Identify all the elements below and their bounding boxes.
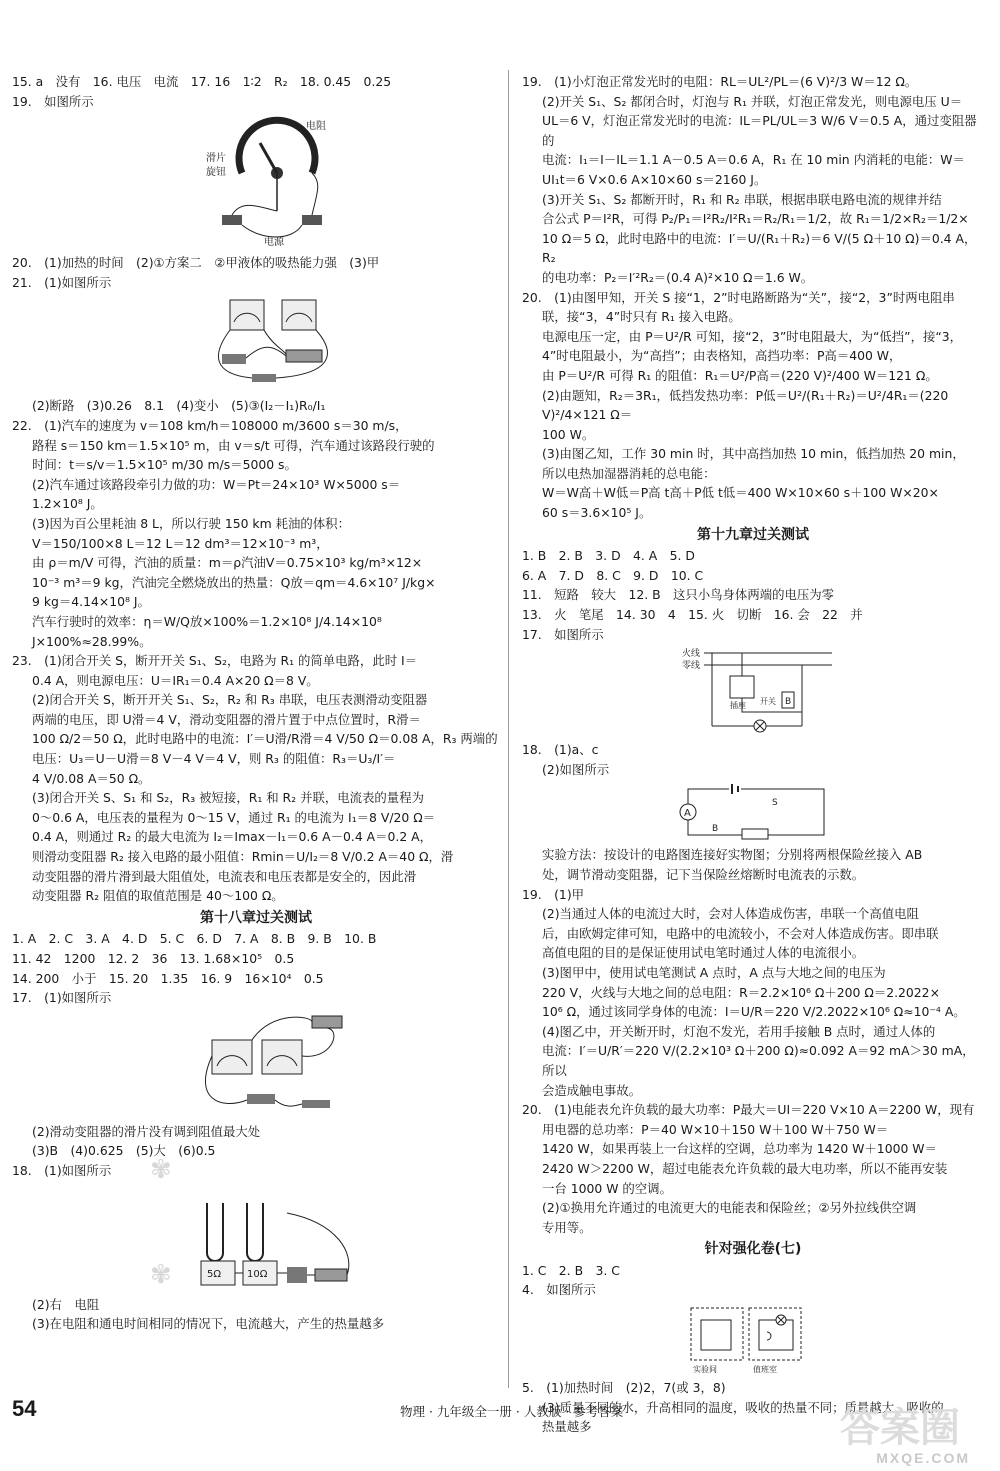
answer-line: 220 V，火线与大地之间的总电阻：R＝2.2×10⁶ Ω＋200 Ω＝2.2022× [542, 984, 940, 1000]
watermark-stamp: ✾ [150, 1260, 172, 1290]
answer-line: 0～0.6 A，电压表的量程为 0～15 V，通过 R₁ 的电流为 I₁＝8 V/20 Ω＝ [32, 809, 436, 825]
watermark-url: MXQE.COM [876, 1450, 970, 1466]
answer-line: UI₁t＝6 V×0.6 A×10×60 s＝2160 J。 [542, 171, 767, 187]
answer-line: 1. B 2. B 3. D 4. A 5. D [522, 548, 695, 564]
answer-line: 后，由欧姆定律可知，电路中的电流较小，不会对人体造成伤害。即串联 [542, 925, 939, 941]
figure-4-room-circuit [687, 1302, 807, 1376]
answer-line: 动变阻器的滑片滑到最大阻值处，电流表和电压表都是安全的，因此滑 [32, 868, 417, 884]
figure-label: 零线 [682, 661, 701, 672]
answer-line: 11. 42 1200 12. 2 36 13. 1.68×10⁵ 0.5 [12, 951, 295, 966]
figure-17-household-circuit [682, 646, 832, 738]
answer-line: 20. (1)加热的时间 (2)①方案二 ②甲液体的吸热能力强 (3)甲 [12, 255, 380, 271]
answer-line: 15. a 没有 16. 电压 电流 17. 16 1∶2 R₂ 18. 0.45 0.25 [12, 74, 392, 89]
answer-line: 1.2×10⁸ J。 [32, 496, 103, 512]
answer-line: 10 Ω＝5 Ω，此时电路中的电流：I′＝U/(R₁＋R₂)＝6 V/(5 Ω＋10 Ω)＝0.4 A，R₂ [542, 230, 977, 266]
answer-line: 19. (1)小灯泡正常发光时的电阻：RL＝UL²/PL＝(6 V)²/3 W＝12 Ω。 [522, 74, 918, 89]
section-heading-ch18: 第十八章过关测试 [200, 909, 312, 926]
answer-line: (2)如图所示 [542, 761, 610, 777]
answer-line: 10⁻³ m³＝9 kg，汽油完全燃烧放出的热量：Q放＝qm＝4.6×10⁷ J/kg× [32, 574, 436, 590]
answer-line: 10⁶ Ω，通过该同学身体的电流：I＝U/R＝220 V/2.2022×10⁶ Ω≈10⁻⁴ A。 [542, 1004, 966, 1020]
answer-line: 电源电压一定，由 P＝U²/R 可知，接“2，3”时电阻最大，为“低挡”，接“3， [542, 328, 963, 344]
answer-line: 两端的电压，即 U滑＝4 V，滑动变阻器的滑片置于中点位置时，R滑＝ [32, 711, 421, 727]
figure-label: 滑片 [206, 153, 226, 165]
figure-label: 电源 [264, 237, 284, 249]
answer-line: 电流：I′＝U/R′＝220 V/(2.2×10³ Ω＋200 Ω)≈0.092 A＝92 mA＞30 mA，所以 [542, 1043, 975, 1078]
answer-line: (3)图甲中，使用试电笔测试 A 点时，A 点与大地之间的电压为 [542, 964, 886, 980]
figure-label: S [772, 798, 778, 809]
answer-line: 合公式 P＝I²R，可得 P₂/P₁＝I²R₂/I²R₁＝R₂/R₁＝1/2，故 R₁＝1/2×R₂＝1/2× [542, 211, 969, 227]
section-heading-strengthen-7: 针对强化卷(七) [704, 1241, 802, 1258]
answer-line: 热量越多 [542, 1419, 592, 1435]
answer-line: 则滑动变阻器 R₂ 接入电路的最小阻值：Rmin＝U/I₂＝8 V/0.2 A＝40 Ω，滑 [32, 849, 454, 865]
rheostat-circuit-diagram [202, 113, 352, 251]
answer-line: 60 s＝3.6×10⁵ J。 [542, 505, 652, 521]
answer-line: 19. 如图所示 [12, 93, 94, 109]
room-wiring-diagram [687, 1302, 807, 1376]
experiment-circuit-diagram [192, 1010, 352, 1120]
figure-label: 火线 [682, 649, 701, 660]
answer-line: 18. (1)如图所示 [12, 1162, 112, 1178]
answer-line: 19. (1)甲 [522, 886, 585, 902]
answer-line: 电压：U₃＝U－U滑＝8 V－4 V＝4 V，则 R₃ 的阻值：R₃＝U₃/I′＝ [32, 751, 396, 767]
answer-line: 20. (1)由图甲知，开关 S 接“1，2”时电路断路为“关”，接“2，3”时两电阻串 [522, 289, 955, 305]
figure-label: B [785, 697, 792, 708]
answer-line: 1420 W，如果再装上一台这样的空调，总功率为 1420 W＋1000 W＝ [542, 1141, 937, 1157]
answer-line: 21. (1)如图所示 [12, 274, 112, 290]
answer-line: 13. 火 笔尾 14. 30 4 15. 火 切断 16. 会 22 并 [522, 607, 863, 623]
figure-label: 电阻 [306, 121, 326, 133]
figure-label: 值班室 [753, 1365, 777, 1375]
answer-line: 动变阻器 R₂ 阻值的取值范围是 40～100 Ω。 [32, 888, 284, 904]
answer-line: 22. (1)汽车的速度为 v＝108 km/h＝108000 m/3600 s＝30 m/s， [12, 417, 408, 433]
answer-line: (3)开关 S₁、S₂ 都断开时，R₁ 和 R₂ 串联，根据串联电路电流的规律并结 [542, 191, 942, 207]
answer-line: 的电功率：P₂＝I′²R₂＝(0.4 A)²×10 Ω＝1.6 W。 [542, 269, 814, 285]
right-column [522, 72, 984, 1437]
fuse-test-circuit-diagram [672, 781, 832, 843]
answer-line: 处，调节滑动变阻器，记下当保险丝熔断时电流表的示数。 [542, 867, 865, 882]
answer-line: 1. A 2. C 3. A 4. D 5. C 6. D 7. A 8. B 9. B 10. B [12, 931, 377, 947]
book-title: 物理 · 九年级全一册 · 人教版 · 参考答案 [400, 1404, 624, 1419]
left-column [12, 72, 500, 1334]
figure-label: A [684, 808, 691, 820]
answer-line: (2)汽车通过该路段牵引力做的功：W＝Pt＝24×10³ W×5000 s＝ [32, 476, 401, 492]
answer-line: 4”时电阻最小，为“高挡”；由表格知，高挡功率：P高＝400 W， [542, 348, 902, 364]
answer-line: 0.4 A，则通过 R₂ 的最大电流为 I₂＝Imax－I₁＝0.6 A－0.4 A＝0.2 A， [32, 829, 433, 845]
answer-line: (3)因为百公里耗油 8 L，所以行驶 150 km 耗油的体积： [32, 515, 350, 531]
answer-line: (2)开关 S₁、S₂ 都闭合时，灯泡与 R₁ 并联，灯泡正常发光，则电源电压 U＝ [542, 93, 963, 109]
answer-line: W＝W高＋W低＝P高 t高＋P低 t低＝400 W×10×60 s＋100 W×20× [542, 485, 939, 501]
section-heading-ch19: 第十九章过关测试 [697, 526, 809, 543]
answer-line: 100 Ω/2＝50 Ω，此时电路中的电流：I′＝U滑/R滑＝4 V/50 Ω＝0.08 A，R₃ 两端的 [32, 731, 498, 747]
answer-line: 100 W。 [542, 426, 595, 442]
answer-line: (3)闭合开关 S、S₁ 和 S₂，R₃ 被短接，R₁ 和 R₂ 并联，电流表的量程为 [32, 790, 424, 806]
figure-label: 旋钮 [206, 167, 226, 179]
figure-label: 5Ω [207, 1268, 222, 1280]
page-number: 54 [12, 1396, 37, 1421]
answer-line: 由 ρ＝m/V 可得，汽油的质量：m＝ρ汽油V＝0.75×10³ kg/m³×12× [32, 555, 423, 571]
answer-line: 会造成触电事故。 [542, 1082, 642, 1098]
answer-line: (2)①换用允许通过的电流更大的电能表和保险丝；②另外拉线供空调 [542, 1200, 917, 1216]
figure-19-rheostat [202, 113, 352, 251]
answer-line: (3)由图乙知，工作 30 min 时，其中高挡加热 10 min，低挡加热 20 min， [542, 446, 965, 462]
answer-line: 9 kg＝4.14×10⁸ J。 [32, 594, 150, 610]
answer-line: (2)闭合开关 S，断开开关 S₁、S₂，R₂ 和 R₃ 串联，电压表测滑动变阻器 [32, 692, 428, 708]
answer-line: 1. C 2. B 3. C [522, 1262, 620, 1278]
answer-line: (2)右 电阻 [32, 1296, 100, 1312]
answer-line: 高值电阻的目的是保证使用试电笔时通过人体的电流很小。 [542, 945, 865, 961]
answer-line: 2420 W＞2200 W，超过电能表允许负载的最大电功率，所以不能再安装 [542, 1160, 948, 1176]
figure-21-circuit [202, 294, 342, 394]
answer-line: V＝150/100×8 L＝12 L＝12 dm³＝12×10⁻³ m³， [32, 535, 329, 551]
answer-line: 20. (1)电能表允许负载的最大功率：P最大＝UI＝220 V×10 A＝2200 W，现有 [522, 1102, 975, 1118]
figure-17-circuit [192, 1010, 352, 1120]
joule-heat-apparatus-diagram [187, 1183, 357, 1293]
answer-line: 时间：t＝s/v＝1.5×10⁵ m/30 m/s＝5000 s。 [32, 457, 297, 473]
answer-line: UL＝6 V，灯泡正常发光时的电流：IL＝PL/UL＝3 W/6 V＝0.5 A，通过变阻器的 [542, 113, 977, 148]
answer-line: 17. (1)如图所示 [12, 990, 112, 1006]
answer-line: (2)当通过人体的电流过大时，会对人体造成伤害，串联一个高值电阻 [542, 906, 919, 922]
answer-line: 4. 如图所示 [522, 1282, 596, 1298]
figure-label: B [712, 824, 719, 835]
figure-label: 实验间 [693, 1365, 717, 1375]
figure-18-joule-heat [187, 1183, 357, 1293]
answer-line: 23. (1)闭合开关 S，断开开关 S₁、S₂，电路为 R₁ 的简单电路，此时 I＝ [12, 653, 418, 669]
meters-circuit-diagram [202, 294, 342, 394]
column-divider [508, 70, 509, 1388]
answer-line: 所以电热加湿器消耗的总电能： [542, 465, 716, 481]
answer-line: 18. (1)a、c [522, 742, 599, 758]
watermark-logo: 答案圈 [840, 1405, 960, 1451]
answer-line: 汽车行驶时的效率：η＝W/Q放×100%＝1.2×10⁸ J/4.14×10⁸ J×100%≈28.99%。 [32, 613, 382, 649]
figure-18-fuse-circuit [672, 781, 832, 843]
answer-line: (2)滑动变阻器的滑片没有调到阻值最大处 [32, 1123, 261, 1139]
answer-line: 14. 200 小于 15. 20 1.35 16. 9 16×10⁴ 0.5 [12, 970, 324, 986]
answer-line: (3)B (4)0.625 (5)大 (6)0.5 [32, 1143, 216, 1159]
answer-line: 电流：I₁＝I－IL＝1.1 A－0.5 A＝0.6 A，R₁ 在 10 min 内消耗的电能：W＝ [542, 152, 965, 168]
figure-label: 开关 [760, 697, 776, 707]
answer-line: (3)在电阻和通电时间相同的情况下，电流越大，产生的热量越多 [32, 1316, 385, 1332]
answer-line: 17. 如图所示 [522, 626, 604, 642]
answer-line: 6. A 7. D 8. C 9. D 10. C [522, 567, 704, 583]
household-circuit-diagram [682, 646, 832, 738]
answer-line: 实验方法：按设计的电路图连接好实物图；分别将两根保险丝接入 AB [542, 847, 923, 863]
answer-line: 用电器的总功率：P＝40 W×10＋150 W＋100 W＋750 W＝ [542, 1121, 889, 1137]
figure-label: 插座 [730, 701, 746, 711]
watermark-stamp: ✾ [150, 1155, 172, 1185]
answer-line: (2)由题知，R₂＝3R₁，低挡发热功率：P低＝U²/(R₁＋R₂)＝U²/4R₁＝(220 V)²/4×121 Ω＝ [542, 387, 949, 423]
answer-line: 路程 s＝150 km＝1.5×10⁵ m，由 v＝s/t 可得，汽车通过该路段行驶的 [32, 437, 435, 453]
figure-label: 10Ω [247, 1268, 268, 1280]
answer-line: 由 P＝U²/R 可得 R₁ 的阻值：R₁＝U²/P高＝(220 V)²/400 W＝121 Ω。 [542, 367, 938, 383]
answer-line: 4 V/0.08 A＝50 Ω。 [32, 770, 151, 786]
answer-line: (4)图乙中，开关断开时，灯泡不发光，若用手接触 B 点时，通过人体的 [542, 1023, 936, 1039]
answer-line: 一台 1000 W 的空调。 [542, 1180, 672, 1196]
answer-line: (2)断路 (3)0.26 8.1 (4)变小 (5)③(I₂－I₁)R₀/I₁ [32, 398, 326, 414]
answer-line: 11. 短路 较大 12. B 这只小鸟身体两端的电压为零 [522, 587, 835, 603]
answer-line: 专用等。 [542, 1219, 592, 1235]
answer-line: (3)质量不同的水，升高相同的温度，吸收的热量不同；质量越大，吸收的 [542, 1399, 944, 1415]
answer-line: 5. (1)加热时间 (2)2，7(或 3，8) [522, 1380, 726, 1396]
answer-line: 联，接“3，4”时只有 R₁ 接入电路。 [542, 309, 741, 325]
answer-line: 0.4 A，则电源电压：U＝IR₁＝0.4 A×20 Ω＝8 V。 [32, 672, 319, 688]
